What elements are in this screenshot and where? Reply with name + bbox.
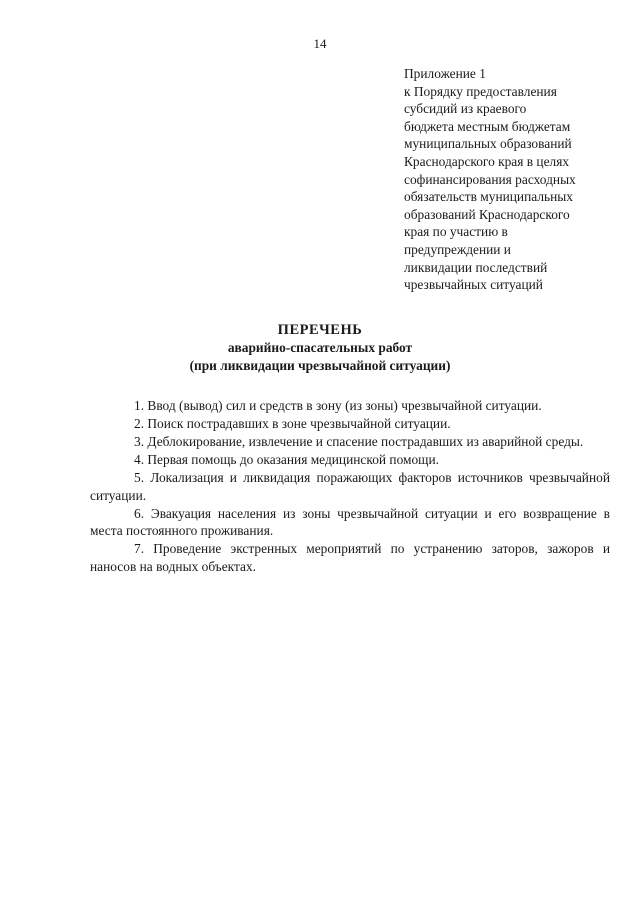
annex-line: муниципальных образований bbox=[404, 136, 572, 152]
list-item: 5. Локализация и ликвидация поражающих факторов источников чрезвычайной ситуации. bbox=[90, 470, 610, 503]
annex-line: софинансирования расходных bbox=[404, 171, 576, 187]
list-item: 7. Проведение экстренных мероприятий по устранению заторов, зажоров и наносов на водных объектах. bbox=[90, 541, 610, 574]
annex-line: обязательств муниципальных bbox=[404, 189, 573, 205]
document-subtitle-note: (при ликвидации чрезвычайной ситуации) bbox=[189, 358, 451, 373]
annex-line: чрезвычайных ситуаций bbox=[404, 277, 543, 293]
annex-line: ликвидации последствий bbox=[404, 259, 548, 275]
list-item: 2. Поиск пострадавших в зоне чрезвычайной ситуации. bbox=[134, 416, 451, 431]
annex-line: Краснодарского края в целях bbox=[404, 153, 570, 169]
document-title: ПЕРЕЧЕНЬ bbox=[277, 322, 363, 338]
list-item: 6. Эвакуация населения из зоны чрезвычайной ситуации и его возвращение в места постоянного проживания. bbox=[90, 505, 610, 538]
page-number: 14 bbox=[313, 36, 327, 51]
annex-line: к Порядку предоставления bbox=[404, 83, 557, 99]
annex-line: образований Краснодарского bbox=[404, 206, 570, 222]
annex-block bbox=[404, 65, 609, 294]
document-subtitle: аварийно-спасательных работ bbox=[227, 340, 413, 355]
annex-line: Приложение 1 bbox=[404, 66, 486, 81]
annex-line: субсидий из краевого bbox=[404, 101, 527, 117]
annex-line: предупреждении и bbox=[404, 241, 511, 257]
works-list bbox=[90, 397, 610, 576]
annex-line: края по участию в bbox=[404, 224, 508, 240]
list-item: 4. Первая помощь до оказания медицинской помощи. bbox=[134, 452, 440, 467]
list-item: 1. Ввод (вывод) сил и средств в зону (из зоны) чрезвычайной ситуации. bbox=[134, 398, 542, 413]
list-item: 3. Деблокирование, извлечение и спасение пострадавших из аварийной среды. bbox=[134, 434, 584, 449]
annex-line: бюджета местным бюджетам bbox=[404, 118, 571, 134]
